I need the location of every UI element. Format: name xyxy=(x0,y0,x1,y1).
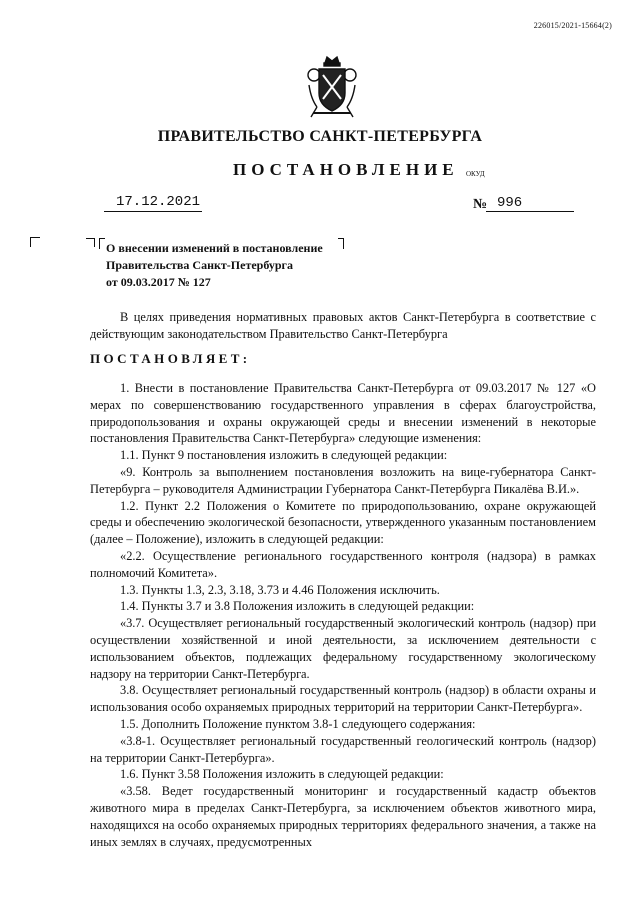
paragraph: «3.8-1. Осуществляет региональный государственный геологический контроль (надзор) на территории Санкт-Петербурга». xyxy=(90,733,596,765)
paragraph: 1.3. Пункты 1.3, 2.3, 3.18, 3.73 и 4.46 Положения исключить. xyxy=(120,582,440,597)
subject-line: О внесении изменений в постановление xyxy=(106,241,323,255)
subject-bracket-right xyxy=(338,238,344,249)
number-label: № xyxy=(473,197,488,212)
paragraph: 1.6. Пункт 3.58 Положения изложить в следующей редакции: xyxy=(120,767,444,782)
resolves-heading: ПОСТАНОВЛЯЕТ: xyxy=(90,351,251,366)
paragraph: 1.1. Пункт 9 постановления изложить в следующей редакции: xyxy=(120,448,448,463)
subject-line: Правительства Санкт-Петербурга xyxy=(106,258,294,272)
document-type: ПОСТАНОВЛЕНИЕ xyxy=(233,160,459,179)
document-number: 996 xyxy=(497,195,523,211)
subject-bracket-left xyxy=(99,238,105,249)
subject-line: от 09.03.2017 № 127 xyxy=(106,275,211,289)
okud-label: ОКУД xyxy=(466,170,485,178)
preamble-text: В целях приведения нормативных правовых актов Санкт-Петербурга в соответствие с действующим законодательством Правительство Санкт-Петербурга xyxy=(90,310,596,341)
document-body xyxy=(90,380,596,850)
paragraph: «3.7. Осуществляет региональный государственный экологический контроль (надзор) при осуществлении хозяйственной и иной деятельности, за исключением деятельности с использованием объектов, подлежащих федеральному государственному экологическому надзору на территории Санкт-Петербурга. xyxy=(90,616,596,681)
preamble xyxy=(90,309,596,343)
corner-mark-middle xyxy=(86,238,95,247)
paragraph: «2.2. Осуществление регионального государственного контроля (надзора) в рамках полномочий Комитета». xyxy=(90,548,596,580)
document-id: 226015/2021-15664(2) xyxy=(533,21,612,30)
paragraph: 3.8. Осуществляет региональный государственный контроль (надзор) в области охраны и использования особо охраняемых природных территорий на территории Санкт-Петербурга». xyxy=(90,683,596,715)
coat-of-arms-icon xyxy=(305,55,359,119)
document-date: 17.12.2021 xyxy=(116,194,201,210)
date-underline xyxy=(104,211,202,212)
number-underline xyxy=(486,211,574,212)
paragraph: 1.5. Дополнить Положение пунктом 3.8-1 следующего содержания: xyxy=(120,716,476,731)
document-subject xyxy=(106,240,323,291)
paragraph: 1.2. Пункт 2.2 Положения о Комитете по природопользованию, охране окружающей среды и обеспечению экологической безопасности, утвержденного указанным постановлением (далее – Положение), изложить в следующей редакции: xyxy=(90,498,596,547)
corner-mark-left xyxy=(30,237,40,247)
paragraph: 1.4. Пункты 3.7 и 3.8 Положения изложить в следующей редакции: xyxy=(120,599,475,614)
paragraph: «3.58. Ведет государственный мониторинг и государственный кадастр объектов животного мира в пределах Санкт-Петербурга, за исключением объектов животного мира, находящихся на особо охраняемых природных территориях федерального значения, а также на иных землях в случаях, предусмотренных xyxy=(90,784,596,849)
paragraph: 1. Внести в постановление Правительства Санкт-Петербурга от 09.03.2017 № 127 «О мерах по совершенствованию государственного управления в сферах благоустройства, природопользования и охраны окружающей среды и внесении изменений в некоторые постановления Правительства Санкт-Петербурга» следующие изменения: xyxy=(90,381,596,446)
paragraph: «9. Контроль за выполнением постановления возложить на вице-губернатора Санкт-Петербурга – руководителя Администрации Губернатора Санкт-Петербурга Пикалёва В.И.». xyxy=(90,464,596,496)
government-title: ПРАВИТЕЛЬСТВО САНКТ-ПЕТЕРБУРГА xyxy=(157,128,483,145)
